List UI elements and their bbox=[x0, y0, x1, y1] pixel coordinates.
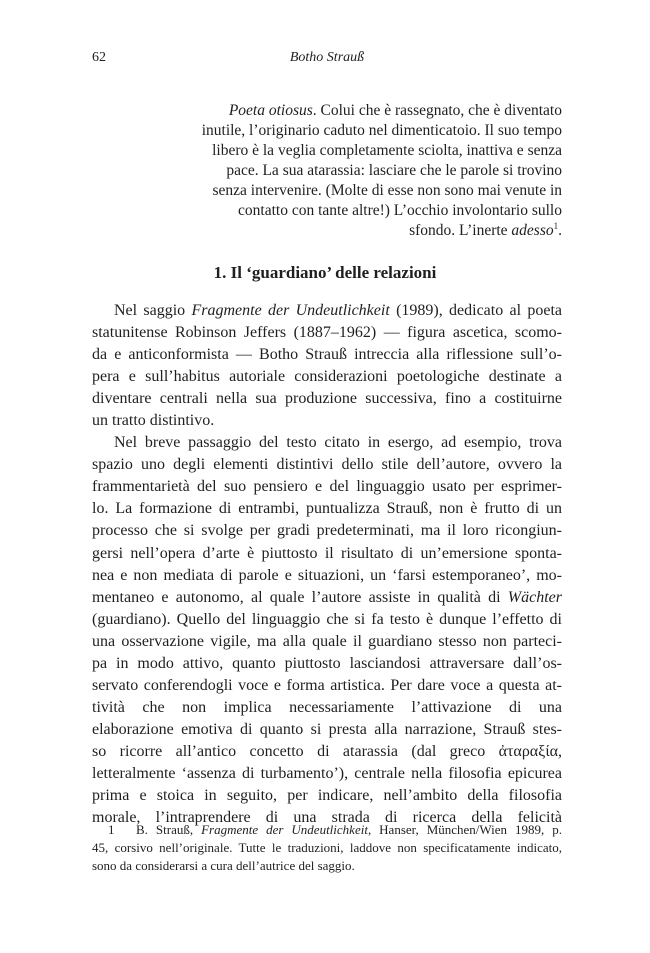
italic-title: Fragmente der Undeutlichkeit bbox=[191, 302, 390, 319]
text-run: Nel saggio bbox=[114, 302, 192, 319]
italic-term: Wächter bbox=[507, 588, 562, 606]
paragraph-line: morale, l’intraprendere di una strada di ricerca della felicità bbox=[92, 809, 562, 827]
epigraph-line bbox=[200, 101, 562, 121]
epigraph-line: pace. La sua atarassia: lasciare che le parole si trovino bbox=[226, 162, 562, 179]
paragraph-line: un tratto distintivo. bbox=[92, 412, 215, 430]
paragraph-line bbox=[92, 587, 562, 609]
paragraph-line: servato conferendogli voce e forma artistica. Per dare voce a questa at- bbox=[92, 676, 562, 694]
paragraph-line: so ricorre all’antico concetto di atarassia (dal greco ἀταραξία, bbox=[92, 742, 562, 760]
epigraph-line: inutile, l’originario caduto nel dimenticatoio. Il suo tempo bbox=[201, 122, 562, 139]
paragraph-line: diventare centrali nella sua produzione successiva, fino a costituirne bbox=[92, 390, 562, 408]
paragraph-line: processo che si svolge per gradi predeterminati, ma il loro ricongiun- bbox=[92, 522, 562, 540]
footnote-line: 45, corsivo nell’originale. Tutte le traduzioni, laddove non specificatamente indicato, bbox=[92, 840, 562, 855]
epigraph-text: . Colui che è rassegnato, che è diventato bbox=[312, 102, 562, 119]
running-title: Botho Strauß bbox=[289, 50, 365, 65]
paragraph-line: gersi nell’opera d’arte è piuttosto il risultato di un’emersione sponta- bbox=[92, 544, 562, 562]
page-number: 62 bbox=[92, 50, 106, 65]
paragraph-line: statunitense Robinson Jeffers (1887–1962) — figura ascetica, scomo- bbox=[92, 324, 562, 342]
paragraph-line bbox=[92, 300, 562, 322]
paragraph-line: una osservazione vigile, ma alla quale il guardiano stesso non parteci- bbox=[92, 632, 562, 650]
paragraph-line: Nel breve passaggio del testo citato in esergo, ad esempio, trova bbox=[114, 434, 562, 452]
paragraph-line: pera e sull’habitus autoriale considerazioni poetologiche destinate a bbox=[92, 368, 562, 386]
text-run: B. Strauß, bbox=[136, 822, 202, 837]
epigraph-line: senza intervenire. (Molte di esse non sono mai venute in bbox=[212, 182, 562, 199]
epigraph-line bbox=[200, 221, 562, 241]
paragraph-line: letteralmente ‘assenza di turbamento’), centrale nella filosofia epicurea bbox=[92, 764, 562, 782]
epigraph-line: contatto con tante altre!) L’occhio involontario sullo bbox=[238, 202, 562, 219]
italic-title: Fragmente der Undeutlichkeit bbox=[201, 822, 368, 837]
epigraph-text: sfondo. L’inerte bbox=[409, 222, 512, 239]
paragraph-line: spazio uno degli elementi distintivi dello stile dell’autore, ovvero la bbox=[92, 456, 562, 474]
epigraph bbox=[200, 101, 562, 241]
paragraph-line: elaborazione emotiva di quanto si presta alla narrazione, Strauß stes- bbox=[92, 720, 562, 738]
footnote-number: 1 bbox=[108, 822, 115, 837]
paragraph-line: nea e non mediata di parole e situazioni, un ‘farsi estemporaneo’, mo- bbox=[92, 566, 562, 584]
paragraph-line: da e anticonformista — Botho Strauß intreccia alla riflessione sull’o- bbox=[92, 346, 562, 364]
epigraph-line: libero è la veglia completamente sciolta, inattiva e senza bbox=[212, 142, 562, 159]
body-text bbox=[92, 300, 562, 829]
epigraph-italic: Poeta otiosus bbox=[228, 102, 313, 119]
footnote-line bbox=[92, 821, 562, 839]
section-title: 1. Il ‘guardiano’ delle relazioni bbox=[213, 263, 437, 282]
paragraph-line: frammentarietà del suo pensiero e del linguaggio usato per esprimer- bbox=[92, 478, 562, 496]
footnote bbox=[92, 821, 562, 875]
paragraph-line: lo. La formazione di entrambi, puntualizza Strauß, non è frutto di un bbox=[92, 500, 562, 518]
footnote-marker[interactable]: 1 bbox=[553, 221, 559, 231]
text-run: mentaneo e autonomo, al quale l’autore assiste in qualità di bbox=[92, 588, 508, 606]
paragraph-line: pa in modo attivo, quanto piuttosto lasciandosi attraversare dall’os- bbox=[92, 654, 562, 672]
text-run: , Hanser, München/Wien 1989, p. bbox=[367, 822, 562, 837]
paragraph-line: (guardiano). Quello del linguaggio che si fa testo è dunque l’effetto di bbox=[92, 610, 562, 628]
epigraph-text: . bbox=[558, 222, 562, 239]
epigraph-italic: adesso bbox=[511, 222, 554, 239]
running-head bbox=[92, 50, 562, 70]
footnote-line: sono da considerarsi a cura dell’autrice del saggio. bbox=[92, 858, 355, 873]
text-run: (1989), dedicato al poeta bbox=[389, 302, 563, 319]
paragraph-line: tività che non implica necessariamente l’attivazione di una bbox=[92, 698, 562, 716]
paragraph-line: prima e stoica in seguito, per indicare, nell’ambito della filosofia bbox=[92, 787, 562, 805]
